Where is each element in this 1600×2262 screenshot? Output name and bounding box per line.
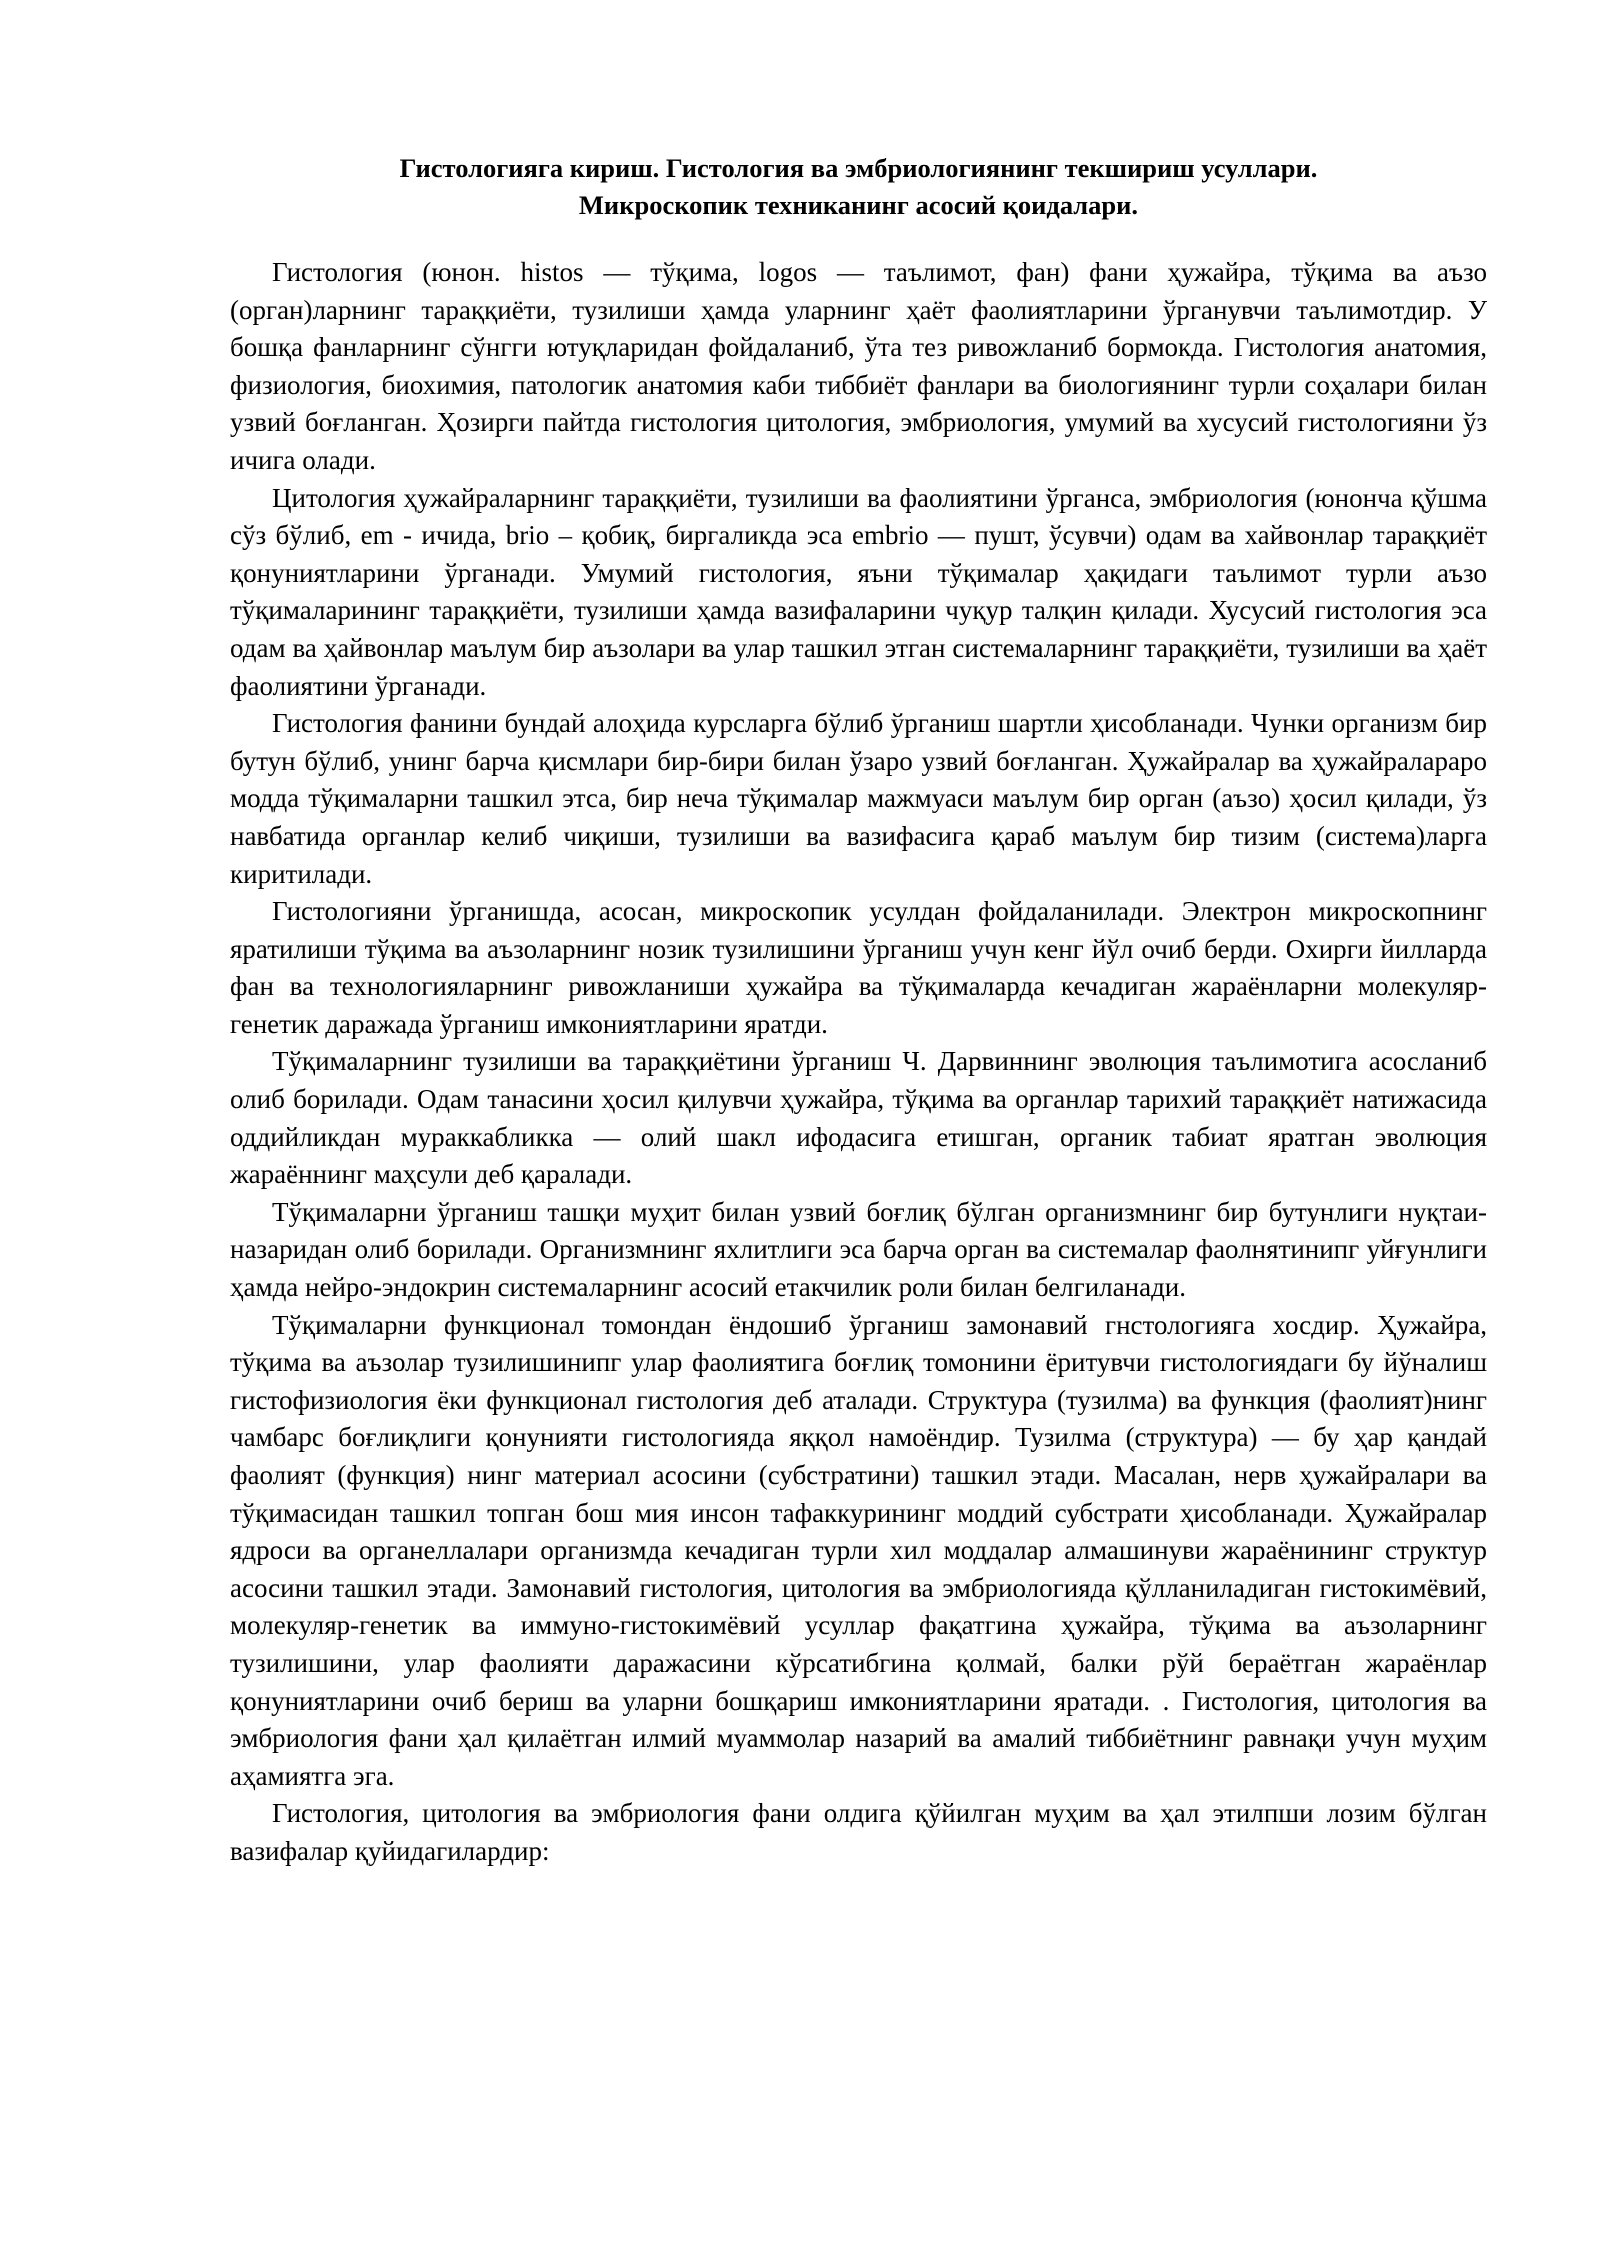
document-title — [230, 150, 1487, 224]
paragraph: Тўқималарни функционал томондан ёндошиб ўрганиш замонавий гнстологияга хосдир. Ҳужайра, тўқима ва аъзолар тузилишинипг улар фаолиятига боғлиқ томонини ёритувчи гистологиядаги бу йўналиш гистофизиология ёки функционал гистология деб аталади. Структура (тузилма) ва функция (фаолият)нинг чамбарс боғлиқлиги қонунияти гистологияда яққол намоёндир. Тузилма (структура) — бу ҳар қандай фаолият (функция) нинг материал асосини (субстратини) ташкил этади. Масалан, нерв ҳужайралари ва тўқимасидан ташкил топган бош мия инсон тафаккурининг моддий субстрати ҳисобланади. Ҳужайралар ядроси ва органеллалари организмда кечадиган турли хил моддалар алмашинуви жараёнининг структур асосини ташкил этади. Замонавий гистология, цитология ва эмбриологияда қўлланиладиган гистокимёвий, молекуляр-генетик ва иммуно-гистокимёвий усуллар фақатгина ҳужайра, тўқима ва аъзоларнинг тузилишини, улар фаолияти даражасини кўрсатибгина қолмай, балки рўй бераётган жараёнлар қонуниятларини очиб бериш ва уларни бошқариш имкониятларини яратади. . Гистология, цитология ва эмбриология фани ҳал қилаётган илмий муаммолар назарий ва амалий тиббиётнинг равнақи учун муҳим аҳамиятга эга. — [230, 1309, 1487, 1791]
paragraph: Гистологияни ўрганишда, асосан, микроскопик усулдан фойдаланилади. Электрон микроскопнинг яратилиши тўқима ва аъзоларнинг нозик тузилишини ўрганиш учун кенг йўл очиб берди. Охирги йилларда фан ва технологияларнинг ривожланиши ҳужайра ва тўқималарда кечадиган жараёнларни молекуляр-генетик даражада ўрганиш имкониятларини яратди. — [230, 896, 1487, 1039]
paragraph: Тўқималарни ўрганиш ташқи муҳит билан узвий боғлиқ бўлган организмнинг бир бутунлиги нуқтаи-назаридан олиб борилади. Организмнинг яхлитлиги эса барча орган ва системалар фаолнятинипг уйғунлиги ҳамда нейро-эндокрин системаларнинг асосий етакчилик роли билан белгиланади. — [230, 1196, 1487, 1303]
title-line: Микроскопик техниканинг асосий қоидалари. — [578, 190, 1139, 220]
title-line: Гистологияга кириш. Гистология ва эмбриологиянинг текшириш усуллари. — [399, 153, 1318, 183]
paragraph: Тўқималарнинг тузилиши ва тараққиётини ўрганиш Ч. Дарвиннинг эволюция таълимотига асосланиб олиб борилади. Одам танасини ҳосил қилувчи ҳужайра, тўқима ва органлар тарихий тараққиёт натижасида оддийликдан мураккабликка — олий шакл ифодасига етишган, органик табиат яратган эволюция жараённинг маҳсули деб қаралади. — [230, 1046, 1487, 1190]
paragraph: Гистология фанини бундай алоҳида курсларга бўлиб ўрганиш шартли ҳисобланади. Чунки организм бир бутун бўлиб, унинг барча қисмлари бир-бири билан ўзаро узвий боғланган. Ҳужайралар ва ҳужайралараро модда тўқималарни ташкил этса, бир неча тўқималар мажмуаси маълум бир орган (аъзо) ҳосил қилади, ўз навбатида органлар келиб чиқиши, тузилиши ва вазифасига қараб маълум бир тизим (система)ларга киритилади. — [230, 708, 1487, 889]
paragraph: Цитология ҳужайраларнинг тараққиёти, тузилиши ва фаолиятини ўрганса, эмбриология (юнонча қўшма сўз бўлиб, em - ичида, brio – қобиқ, биргаликда эса embrio — пушт, ўсувчи) одам ва хайвонлар тараққиёт қонуниятларини ўрганади. Умумий гистология, яъни тўқималар ҳақидаги таълимот турли аъзо тўқималарининг тараққиёти, тузилиши ҳамда вазифаларини чуқур талқин қилади. Хусусий гистология эса одам ва ҳайвонлар маълум бир аъзолари ва улар ташкил этган системаларнинг тараққиёти, тузилиши ва ҳаёт фаолиятини ўрганади. — [230, 482, 1487, 701]
document-body — [230, 254, 1487, 1871]
paragraph: Гистология, цитология ва эмбриология фани олдига қўйилган муҳим ва ҳал этилпши лозим бўлган вазифалар қуйидагилардир: — [230, 1798, 1487, 1866]
paragraph: Гистология (юнон. histos — тўқима, logos — таълимот, фан) фани ҳужайра, тўқима ва аъзо (орган)ларнинг тараққиёти, тузилиши ҳамда уларнинг ҳаёт фаолиятларини ўрганувчи таълимотдир. У бошқа фанларнинг сўнгги ютуқларидан фойдаланиб, ўта тез ривожланиб бормокда. Гистология анатомия, физиология, биохимия, патологик анатомия каби тиббиёт фанлари ва биологиянинг турли соҳалари билан узвий боғланган. Ҳозирги пайтда гистология цитология, эмбриология, умумий ва хусусий гистологияни ўз ичига олади. — [230, 257, 1487, 475]
